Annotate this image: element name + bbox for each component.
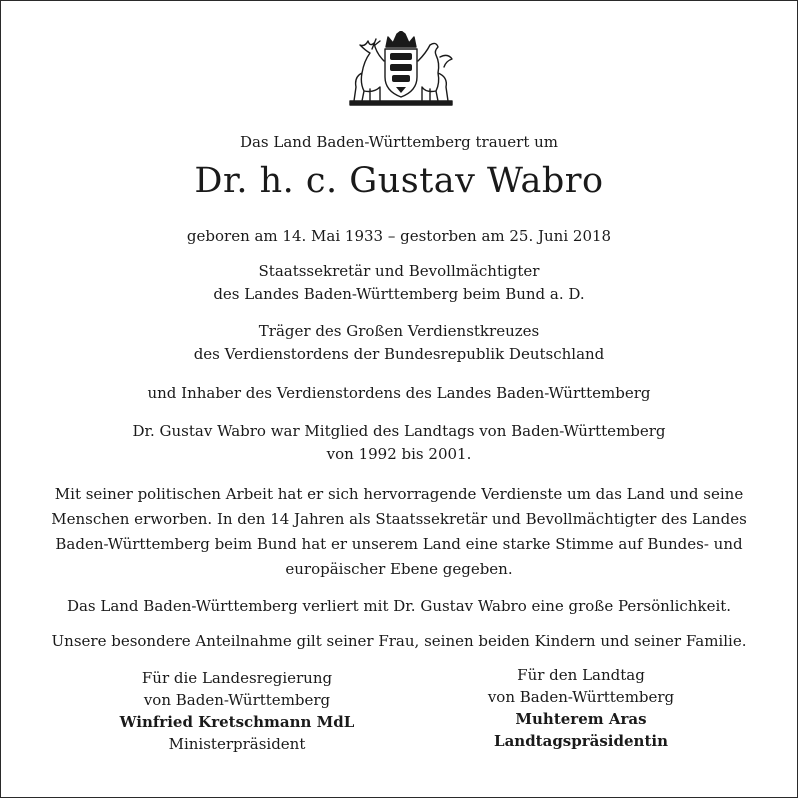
- sympathy-statement: Unsere besondere Anteilnahme gilt seiner Frau, seinen beiden Kindern und seiner Familie.: [51, 632, 747, 650]
- honor-line-1: Träger des Großen Verdienstkreuzes: [258, 322, 540, 340]
- life-dates: geboren am 14. Mai 1933 – gestorben am 25. Juni 2018: [186, 227, 612, 245]
- signature-left-line-2: von Baden-Württemberg: [143, 691, 331, 709]
- signature-block-government: [57, 667, 417, 755]
- honor-line-2: des Verdienstordens der Bundesrepublik Deutschland: [193, 345, 605, 363]
- signature-right-line-1: Für den Landtag: [517, 666, 645, 684]
- intro-line: Das Land Baden-Württemberg trauert um: [239, 133, 559, 151]
- signature-left-name: Winfried Kretschmann MdL: [119, 713, 355, 731]
- signature-right-title: Landtagspräsidentin: [494, 732, 668, 750]
- signature-right-name: Muhterem Aras: [515, 710, 647, 728]
- signature-left-line-1: Für die Landesregierung: [141, 669, 333, 687]
- landtag-line-2: von 1992 bis 2001.: [326, 445, 472, 463]
- tribute-line-4: europäischer Ebene gegeben.: [285, 560, 513, 578]
- baden-wuerttemberg-coat-of-arms-icon: [344, 31, 458, 107]
- tribute-line-2: Menschen erworben. In den 14 Jahren als Staatssekretär und Bevollmächtigter des Landes: [51, 510, 747, 528]
- loss-statement: Das Land Baden-Württemberg verliert mit Dr. Gustav Wabro eine große Persönlichkeit.: [66, 597, 732, 615]
- tribute-line-1: Mit seiner politischen Arbeit hat er sich hervorragende Verdienste um das Land und seine: [54, 485, 744, 503]
- signature-block-landtag: [401, 664, 761, 752]
- tribute-line-3: Baden-Württemberg beim Bund hat er unserem Land eine starke Stimme auf Bundes- und: [55, 535, 743, 553]
- office-line-2: des Landes Baden-Württemberg beim Bund a. D.: [213, 285, 585, 303]
- landtag-line-1: Dr. Gustav Wabro war Mitglied des Landtags von Baden-Württemberg: [132, 422, 666, 440]
- signature-left-title: Ministerpräsident: [168, 735, 306, 753]
- honor-line-3: und Inhaber des Verdienstordens des Landes Baden-Württemberg: [147, 384, 651, 402]
- deceased-name: Dr. h. c. Gustav Wabro: [194, 161, 604, 201]
- signature-right-line-2: von Baden-Württemberg: [487, 688, 675, 706]
- office-line-1: Staatssekretär und Bevollmächtigter: [258, 262, 540, 280]
